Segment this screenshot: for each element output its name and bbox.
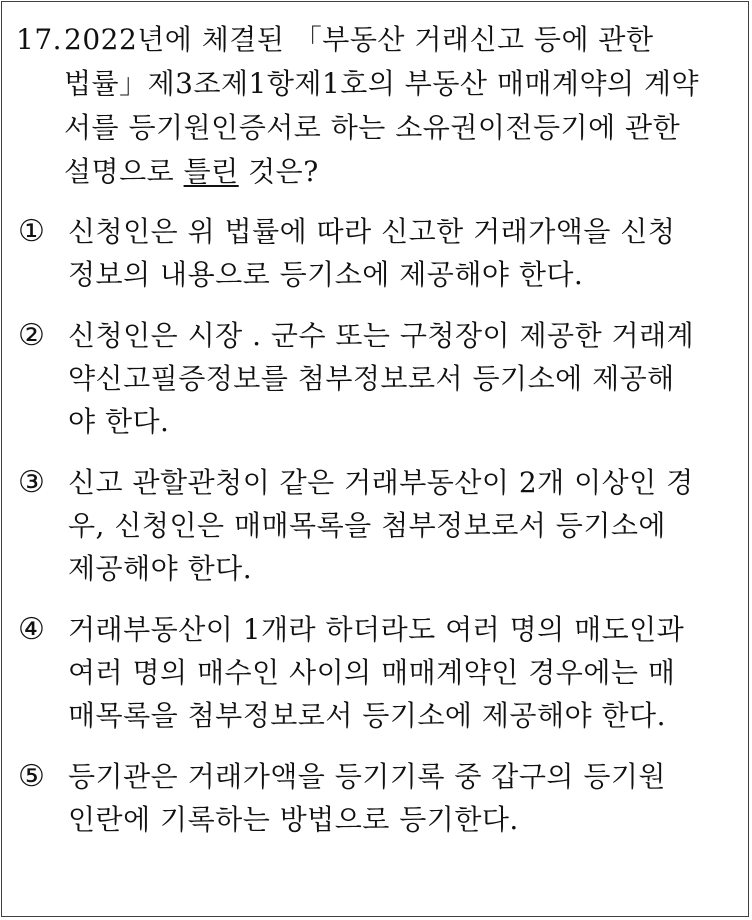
question-line-4 xyxy=(16,150,740,194)
question-card xyxy=(1,1,749,917)
question-text-line-1: 2022년에 체결된 「부동산 거래신고 등에 관한 xyxy=(64,23,654,56)
question-text-line-4-suffix: 것은? xyxy=(238,155,319,188)
answer-options xyxy=(18,210,742,859)
answer-option-3[interactable] xyxy=(18,461,742,590)
option-2-line-1: 신청인은 시장 . 군수 또는 구청장이 제공한 거래계 xyxy=(68,319,695,352)
question-text-line-4-prefix: 설명으로 xyxy=(64,155,184,188)
option-5-line-2: 인란에 기록하는 방법으로 등기한다. xyxy=(68,803,519,836)
question-text-line-3: 서를 등기원인증서로 하는 소유권이전등기에 관한 xyxy=(64,111,681,144)
option-4-line-2: 여러 명의 매수인 사이의 매매계약인 경우에는 매 xyxy=(68,656,676,689)
answer-option-2[interactable] xyxy=(18,314,742,443)
answer-option-4[interactable] xyxy=(18,608,742,737)
option-3-line-2: 우, 신청인은 매매목록을 첨부정보로서 등기소에 xyxy=(68,509,666,542)
option-3-line-3: 제공해야 한다. xyxy=(68,552,253,585)
option-3-line-1: 신고 관할관청이 같은 거래부동산이 2개 이상인 경 xyxy=(68,466,694,499)
option-4-line-3: 매목록을 첨부정보로서 등기소에 제공해야 한다. xyxy=(68,699,666,732)
option-2-line-2: 약신고필증정보를 첨부정보로서 등기소에 제공해 xyxy=(68,362,675,395)
option-marker-1: ① xyxy=(18,214,46,249)
answer-option-1[interactable] xyxy=(18,210,742,296)
question-stem xyxy=(16,18,740,194)
question-number: 17. xyxy=(16,23,63,56)
option-marker-2: ② xyxy=(18,318,46,353)
option-marker-5: ⑤ xyxy=(18,759,46,794)
answer-option-5[interactable] xyxy=(18,755,742,841)
option-1-line-1: 신청인은 위 법률에 따라 신고한 거래가액을 신청 xyxy=(68,215,676,248)
option-5-line-1: 등기관은 거래가액을 등기기록 중 갑구의 등기원 xyxy=(68,760,666,793)
option-marker-3: ③ xyxy=(18,465,46,500)
option-1-line-2: 정보의 내용으로 등기소에 제공해야 한다. xyxy=(68,258,584,291)
question-line-1 xyxy=(16,18,740,62)
option-4-line-1: 거래부동산이 1개라 하더라도 여러 명의 매도인과 xyxy=(68,613,685,646)
question-text-line-2: 법률」제3조제1항제1호의 부동산 매매계약의 계약 xyxy=(64,67,700,100)
option-2-line-3: 야 한다. xyxy=(68,405,170,438)
option-marker-4: ④ xyxy=(18,612,46,647)
emphasis-underlined-word: 틀린 xyxy=(183,155,239,188)
